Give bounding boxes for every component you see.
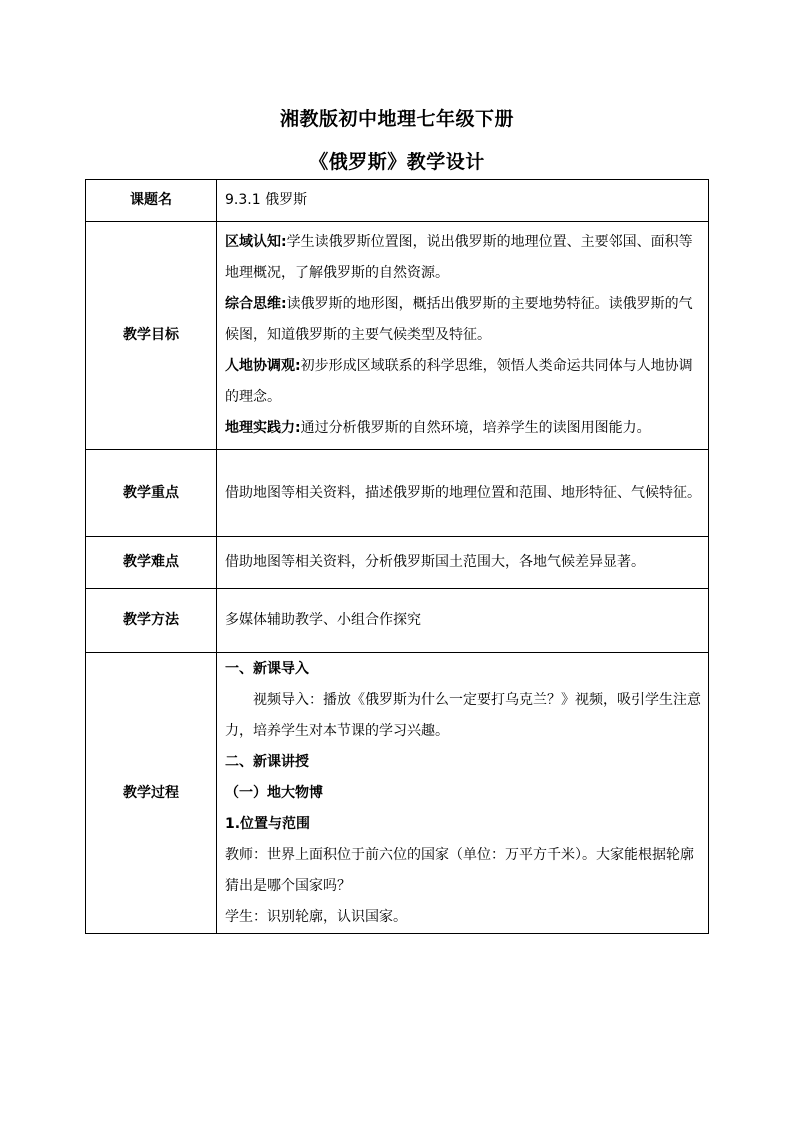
document-title: 湘教版初中地理七年级下册 — [279, 108, 514, 130]
methods-value: 多媒体辅助教学、小组合作探究 — [217, 589, 709, 653]
intro-paragraph: 视频导入：播放《俄罗斯为什么一定要打乌克兰？》视频，吸引学生注意力，培养学生对本节课的学习兴趣。 — [225, 691, 701, 739]
goal-key: 人地协调观: — [225, 358, 301, 374]
process-content — [217, 653, 709, 934]
goals-label: 教学目标 — [86, 222, 217, 450]
teacher-paragraph: 教师：世界上面积位于前六位的国家（单位：万平方千米）。大家能根据轮廓猜出是哪个国家吗？ — [225, 846, 694, 894]
table-row-methods — [86, 589, 709, 653]
table-row-goals — [86, 222, 709, 450]
section-heading: 一、新课导入 — [225, 660, 309, 677]
subsection-heading: （一）地大物博 — [225, 784, 323, 801]
key-points-label: 教学重点 — [86, 450, 217, 537]
goal-key: 地理实践力: — [225, 420, 301, 436]
goal-key: 综合思维: — [225, 296, 287, 312]
key-points-value: 借助地图等相关资料，描述俄罗斯的地理位置和范围、地形特征、气候特征。 — [217, 450, 709, 537]
section-heading: 二、新课讲授 — [225, 753, 309, 770]
goal-key: 区域认知: — [225, 234, 287, 250]
document-subtitle: 《俄罗斯》教学设计 — [309, 151, 485, 173]
table-row-difficulties — [86, 537, 709, 589]
goal-text: 初步形成区域联系的科学思维，领悟人类命运共同体与人地协调的理念。 — [225, 358, 693, 405]
table-row-process — [86, 653, 709, 934]
goal-item — [225, 289, 702, 351]
goals-content — [217, 222, 709, 450]
lesson-plan-table — [85, 179, 709, 934]
goal-text: 通过分析俄罗斯的自然环境，培养学生的读图用图能力。 — [300, 420, 651, 436]
student-paragraph: 学生：识别轮廓，认识国家。 — [225, 908, 407, 925]
goal-item — [225, 351, 702, 413]
table-row-topic — [86, 180, 709, 222]
goal-item — [225, 413, 702, 444]
topic-label: 课题名 — [86, 180, 217, 222]
subsection-heading: 1.位置与范围 — [225, 815, 311, 832]
topic-value: 9.3.1 俄罗斯 — [217, 180, 709, 222]
process-label: 教学过程 — [86, 653, 217, 934]
goal-text: 学生读俄罗斯位置图，说出俄罗斯的地理位置、主要邻国、面积等地理概况，了解俄罗斯的自然资源。 — [225, 234, 693, 281]
goal-item — [225, 227, 702, 289]
methods-label: 教学方法 — [86, 589, 217, 653]
goal-text: 读俄罗斯的地形图，概括出俄罗斯的主要地势特征。读俄罗斯的气候图，知道俄罗斯的主要气候类型及特征。 — [225, 296, 693, 343]
table-row-key-points — [86, 450, 709, 537]
difficulties-value: 借助地图等相关资料，分析俄罗斯国土范围大，各地气候差异显著。 — [217, 537, 709, 589]
difficulties-label: 教学难点 — [86, 537, 217, 589]
